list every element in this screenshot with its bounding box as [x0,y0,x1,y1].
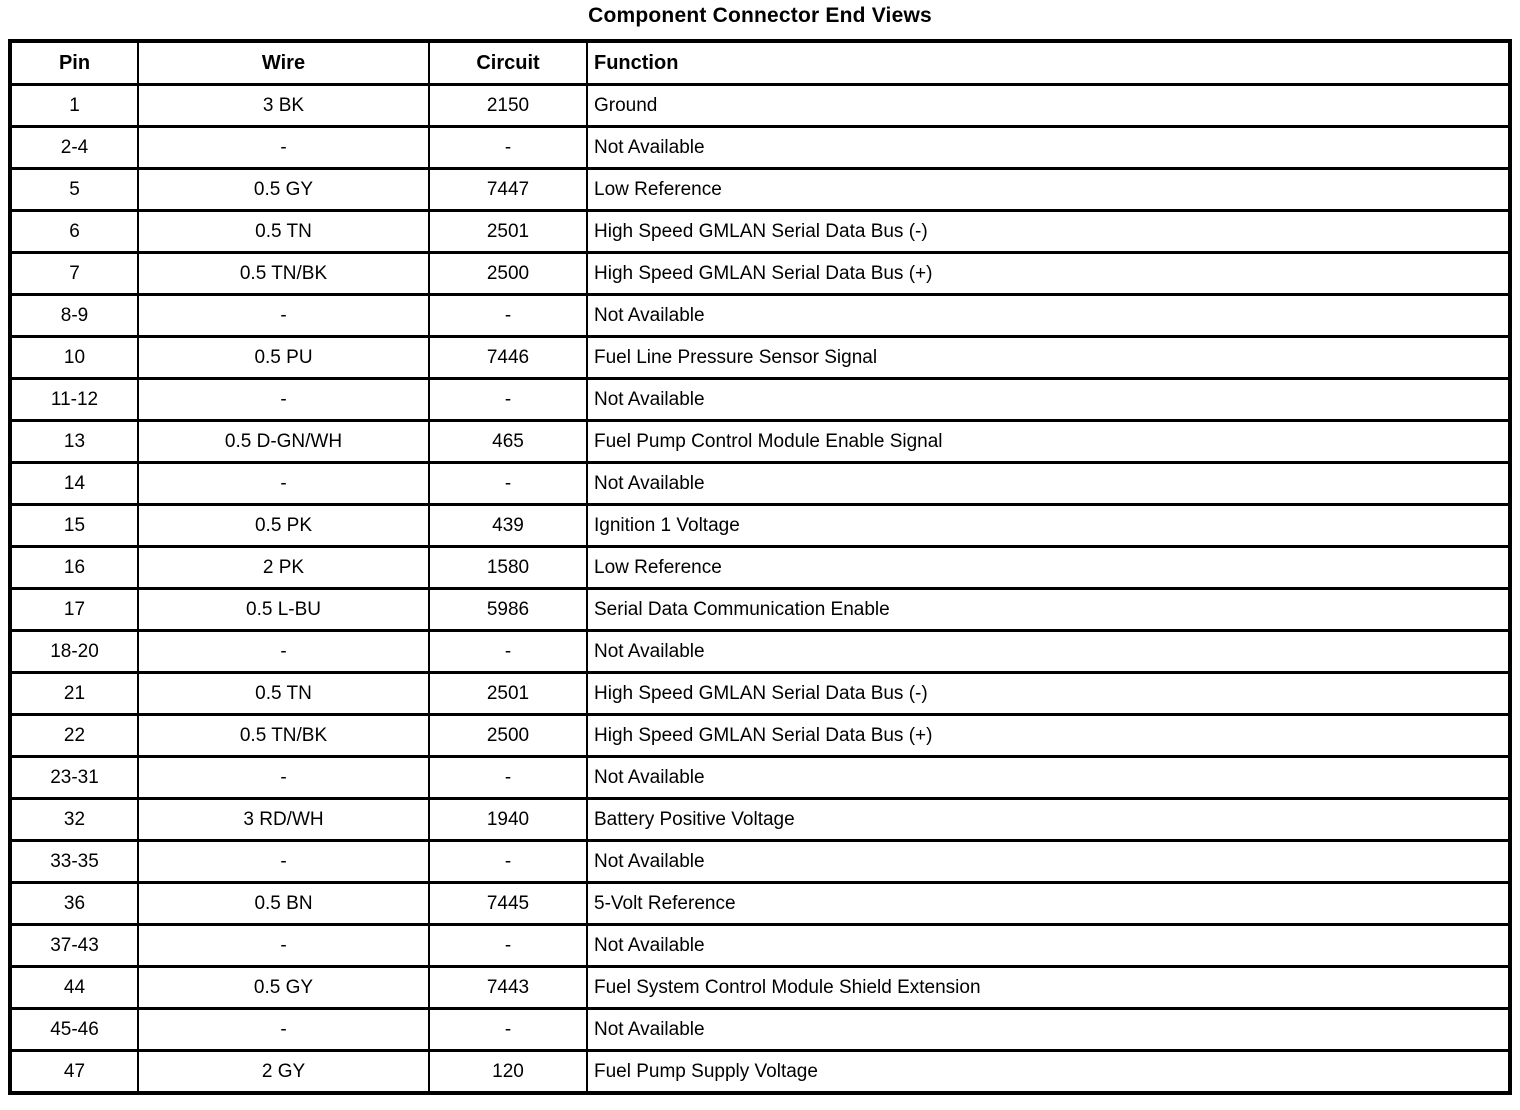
pin-cell: 2-4 [10,127,138,169]
pin-cell: 8-9 [10,295,138,337]
table-row [10,127,1510,169]
wire-cell: 0.5 L-BU [138,589,429,631]
circuit-cell: - [429,841,587,883]
pin-cell: 47 [10,1051,138,1094]
page-title: Component Connector End Views [588,4,932,27]
table-row [10,757,1510,799]
wire-cell: 0.5 TN/BK [138,253,429,295]
pin-cell: 15 [10,505,138,547]
function-cell: Ground [587,85,1510,127]
table-body [10,85,1510,1094]
table-row [10,589,1510,631]
circuit-cell: 7443 [429,967,587,1009]
circuit-cell: 120 [429,1051,587,1094]
circuit-cell: - [429,127,587,169]
wire-cell: 3 BK [138,85,429,127]
function-cell: Low Reference [587,169,1510,211]
table-row [10,253,1510,295]
function-cell: Fuel System Control Module Shield Extension [587,967,1510,1009]
function-cell: Not Available [587,463,1510,505]
pin-cell: 23-31 [10,757,138,799]
pin-cell: 7 [10,253,138,295]
pin-cell: 36 [10,883,138,925]
table-row [10,673,1510,715]
pin-cell: 37-43 [10,925,138,967]
pin-cell: 44 [10,967,138,1009]
circuit-cell: - [429,463,587,505]
header-row [10,41,1510,85]
circuit-cell: 1940 [429,799,587,841]
pin-cell: 10 [10,337,138,379]
circuit-cell: - [429,925,587,967]
column-header-pin: Pin [10,41,138,85]
wire-cell: 0.5 PK [138,505,429,547]
table-row [10,169,1510,211]
circuit-cell: 7447 [429,169,587,211]
function-cell: High Speed GMLAN Serial Data Bus (+) [587,715,1510,757]
table-row [10,211,1510,253]
connector-pinout-table [8,39,1512,1095]
pin-cell: 5 [10,169,138,211]
table-row [10,799,1510,841]
wire-cell: - [138,925,429,967]
pin-cell: 13 [10,421,138,463]
table-row [10,547,1510,589]
column-header-wire: Wire [138,41,429,85]
column-header-function: Function [587,41,1510,85]
function-cell: Fuel Pump Supply Voltage [587,1051,1510,1094]
pin-cell: 1 [10,85,138,127]
function-cell: Not Available [587,127,1510,169]
table-header [10,41,1510,85]
wire-cell: - [138,841,429,883]
function-cell: Not Available [587,925,1510,967]
circuit-cell: - [429,379,587,421]
table-row [10,967,1510,1009]
pin-cell: 6 [10,211,138,253]
table-row [10,1009,1510,1051]
pin-cell: 45-46 [10,1009,138,1051]
circuit-cell: - [429,631,587,673]
pin-cell: 21 [10,673,138,715]
wire-cell: - [138,127,429,169]
function-cell: High Speed GMLAN Serial Data Bus (-) [587,211,1510,253]
table-row [10,379,1510,421]
wire-cell: - [138,631,429,673]
function-cell: Not Available [587,841,1510,883]
circuit-cell: 7446 [429,337,587,379]
wire-cell: - [138,1009,429,1051]
wire-cell: 0.5 GY [138,967,429,1009]
function-cell: 5-Volt Reference [587,883,1510,925]
circuit-cell: - [429,295,587,337]
circuit-cell: 5986 [429,589,587,631]
circuit-cell: 2501 [429,673,587,715]
wire-cell: 2 PK [138,547,429,589]
wire-cell: 3 RD/WH [138,799,429,841]
column-header-circuit: Circuit [429,41,587,85]
function-cell: Serial Data Communication Enable [587,589,1510,631]
pin-cell: 32 [10,799,138,841]
function-cell: Not Available [587,1009,1510,1051]
table-row [10,463,1510,505]
function-cell: High Speed GMLAN Serial Data Bus (-) [587,673,1510,715]
pin-cell: 22 [10,715,138,757]
pin-cell: 16 [10,547,138,589]
circuit-cell: 2150 [429,85,587,127]
table-row [10,421,1510,463]
wire-cell: 0.5 TN [138,211,429,253]
table-row [10,883,1510,925]
function-cell: High Speed GMLAN Serial Data Bus (+) [587,253,1510,295]
table-row [10,295,1510,337]
wire-cell: - [138,379,429,421]
table-row [10,85,1510,127]
table-row [10,841,1510,883]
pin-cell: 17 [10,589,138,631]
wire-cell: - [138,463,429,505]
wire-cell: 0.5 TN/BK [138,715,429,757]
function-cell: Not Available [587,295,1510,337]
table-row [10,337,1510,379]
table-row [10,505,1510,547]
function-cell: Not Available [587,631,1510,673]
wire-cell: 0.5 GY [138,169,429,211]
wire-cell: 0.5 D-GN/WH [138,421,429,463]
function-cell: Fuel Line Pressure Sensor Signal [587,337,1510,379]
circuit-cell: - [429,1009,587,1051]
circuit-cell: 2500 [429,253,587,295]
circuit-cell: 1580 [429,547,587,589]
function-cell: Battery Positive Voltage [587,799,1510,841]
circuit-cell: 2501 [429,211,587,253]
function-cell: Low Reference [587,547,1510,589]
wire-cell: 0.5 TN [138,673,429,715]
circuit-cell: 2500 [429,715,587,757]
wire-cell: - [138,295,429,337]
wire-cell: 2 GY [138,1051,429,1094]
circuit-cell: 465 [429,421,587,463]
function-cell: Fuel Pump Control Module Enable Signal [587,421,1510,463]
table-row [10,715,1510,757]
wire-cell: 0.5 BN [138,883,429,925]
table-row [10,925,1510,967]
pin-cell: 14 [10,463,138,505]
function-cell: Not Available [587,379,1510,421]
circuit-cell: 439 [429,505,587,547]
pin-cell: 18-20 [10,631,138,673]
function-cell: Not Available [587,757,1510,799]
circuit-cell: - [429,757,587,799]
function-cell: Ignition 1 Voltage [587,505,1510,547]
wire-cell: 0.5 PU [138,337,429,379]
wire-cell: - [138,757,429,799]
pin-cell: 11-12 [10,379,138,421]
table-row [10,631,1510,673]
pin-cell: 33-35 [10,841,138,883]
circuit-cell: 7445 [429,883,587,925]
table-row [10,1051,1510,1094]
